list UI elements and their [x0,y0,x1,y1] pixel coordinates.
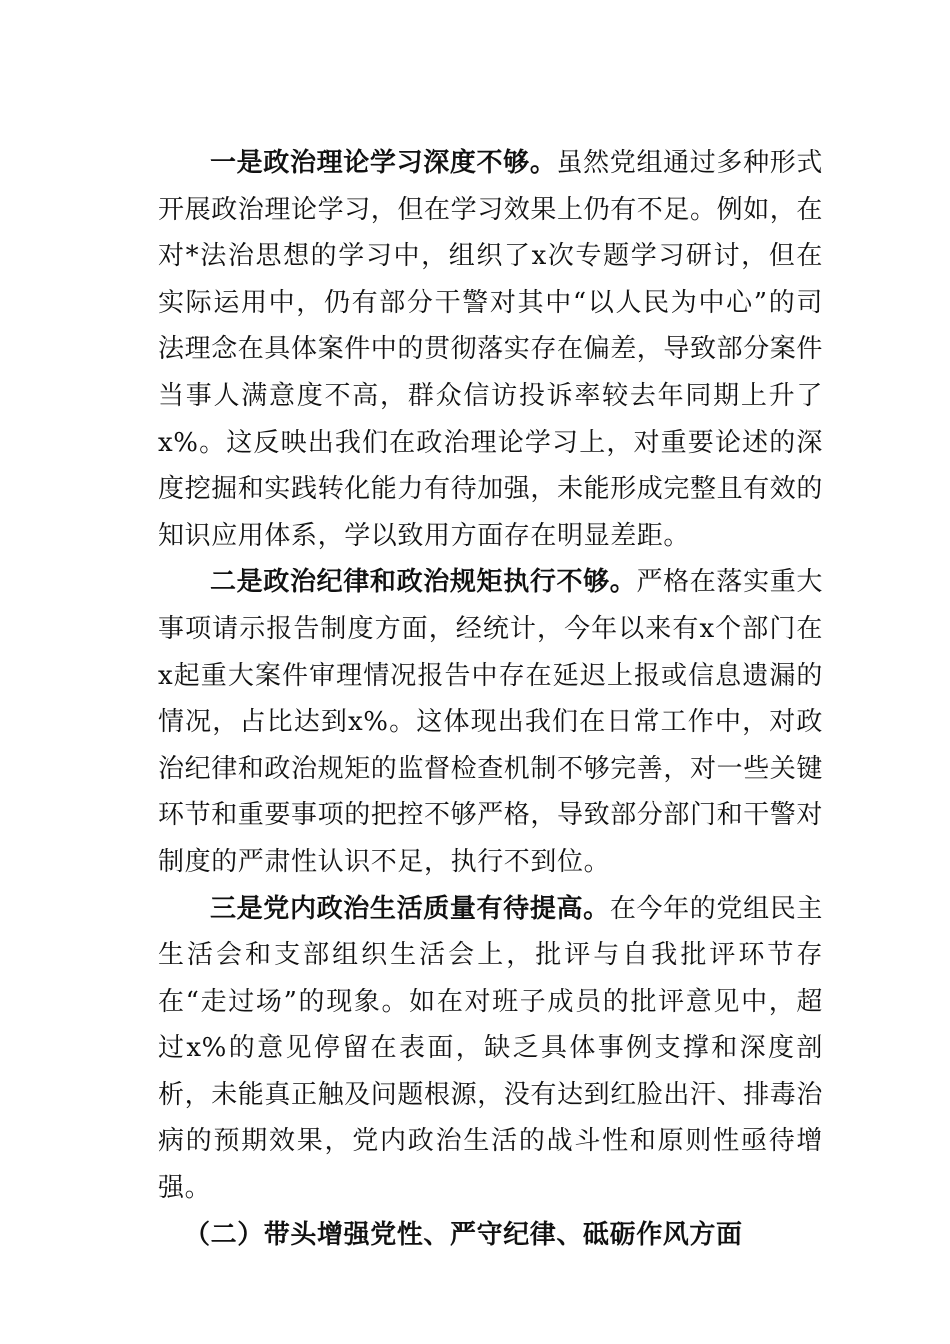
paragraph-text: 在今年的党组民主生活会和支部组织生活会上，批评与自我批评环节存在“走过场”的现象。如在对班子成员的批评意见中，超过x%的意见停留在表面，缺乏具体事例支撑和深度剖析，未能真正触及问题根源，没有达到红脸出汗、排毒治病的预期效果，党内政治生活的战斗性和原则性亟待增强。 [158,893,824,1204]
paragraph-text: 严格在落实重大事项请示报告制度方面，经统计，今年以来有x个部门在x起重大案件审理情况报告中存在延迟上报或信息遗漏的情况，占比达到x%。这体现出我们在日常工作中，对政治纪律和政治规矩的监督检查机制不够完善，对一些关键环节和重要事项的把控不够严格，导致部分部门和干警对制度的严肃性认识不足，执行不到位。 [158,567,824,877]
paragraph-text: 虽然党组通过多种形式开展政治理论学习，但在学习效果上仍有不足。例如，在对*法治思想的学习中，组织了x次专题学习研讨，但在实际运用中，仍有部分干警对其中“以人民为中心”的司法理念在具体案件中的贯彻落实存在偏差，导致部分案件当事人满意度不高，群众信访投诉率较去年同期上升了x%。这反映出我们在政治理论学习上，对重要论述的深度挖掘和实践转化能力有待加强，未能形成完整且有效的知识应用体系，学以致用方面存在明显差距。 [158,148,824,551]
paragraph-lead: 三是党内政治生活质量有待提高。 [210,893,610,924]
paragraph-lead: 一是政治理论学习深度不够。 [210,148,557,178]
paragraph-lead: 二是政治纪律和政治规矩执行不够。 [210,567,637,598]
document-body [158,140,823,1258]
paragraph-political-discipline [158,559,823,885]
paragraph-party-life [158,886,823,1212]
paragraph-political-theory [158,140,823,559]
section-heading: （二）带头增强党性、严守纪律、砥砺作风方面 [184,1219,743,1250]
